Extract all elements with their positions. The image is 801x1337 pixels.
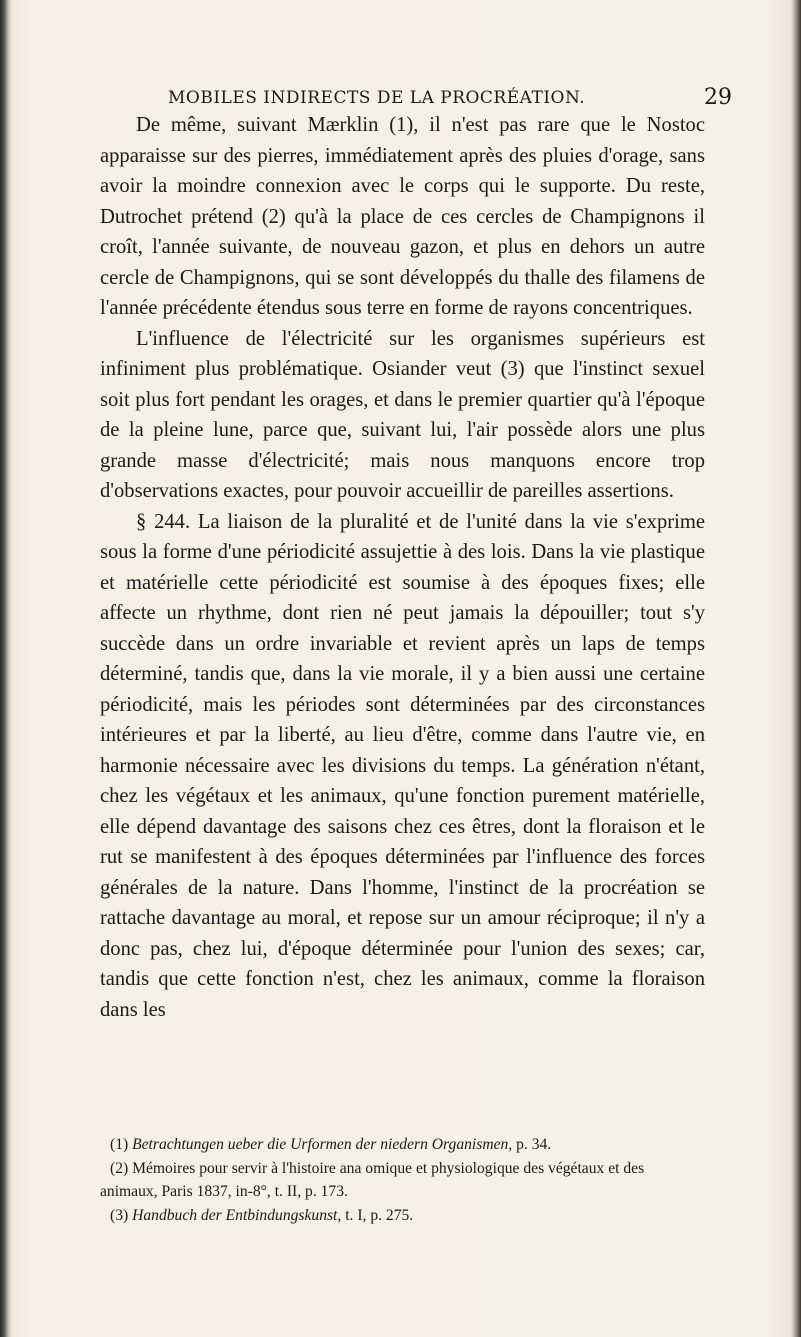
running-header: MOBILES INDIRECTS DE LA PROCRÉATION.	[168, 88, 586, 108]
page-edge-shadow	[791, 0, 801, 1337]
book-spine-shadow	[0, 0, 12, 1337]
paragraph-2: L'influence de l'électricité sur les organismes supérieurs est infiniment plus problématique. Osiander veut (3) que l'instinct sexuel soit plus fort pendant les orages, et dans le premier quartier qu'à l'époque de la pleine lune, parce que, suivant lui, l'air possède alors une plus grande masse d'électricité; mais nous manquons encore trop d'observations exactes, pour pouvoir accueillir de pareilles assertions.	[100, 327, 705, 502]
body-text	[100, 110, 705, 1025]
footnote-title: Handbuch der Entbindungskunst,	[132, 1206, 342, 1224]
footnote-marker: (1)	[110, 1136, 129, 1153]
footnote-marker: (2)	[110, 1159, 129, 1177]
footnote-title: Betrachtungen ueber die Urformen der niedern Organismen,	[132, 1136, 513, 1153]
footnotes	[100, 1133, 705, 1227]
paragraph-3: § 244. La liaison de la pluralité et de l'unité dans la vie s'exprime sous la forme d'une périodicité assujettie à des lois. Dans la vie plastique et matérielle cette périodicité est soumise à des époques fixes; elle affecte un rhythme, dont rien né peut jamais la dépouiller; tout s'y succède dans un ordre invariable et revient après un laps de temps déterminé, tandis que, dans la vie morale, il y a bien aussi une certaine périodicité, mais les périodes sont déterminées par des circonstances intérieures et par la liberté, au lieu d'être, comme dans l'autre vie, en harmonie nécessaire avec les divisions du temps. La génération n'étant, chez les végétaux et les animaux, qu'une fonction purement matérielle, elle dépend davantage des saisons chez ces êtres, dont la floraison et le rut se manifestent à des époques déterminées par l'influence des forces générales de la nature. Dans l'homme, l'instinct de la procréation se rattache davantage au moral, et repose sur un amour réciproque; il n'y a donc pas, chez lui, d'époque déterminée pour l'union des sexes; car, tandis que cette fonction n'est, chez les animaux, comme la floraison dans les	[100, 510, 705, 1021]
footnote-text: t. I, p. 275.	[341, 1206, 414, 1224]
footnote-text: p. 34.	[512, 1136, 552, 1153]
footnote-1	[100, 1133, 705, 1157]
paragraph-1: De même, suivant Mærklin (1), il n'est pas rare que le Nostoc apparaisse sur des pierres, immédiatement après des pluies d'orage, sans avoir la moindre connexion avec le corps qui le supporte. Du reste, Dutrochet prétend (2) qu'à la place de ces cercles de Champignons il croît, l'année suivante, de nouveau gazon, et plus en dehors un autre cercle de Champignons, qui se sont développés du thalle des filamens de l'année précédente étendus sous terre en forme de rayons concentriques.	[100, 114, 705, 319]
footnote-marker: (3)	[110, 1206, 129, 1224]
page-number: 29	[704, 85, 732, 110]
footnote-2	[100, 1157, 705, 1204]
footnote-text: Mémoires pour servir à l'histoire ana omique et physiologique des végétaux et des animaux, Paris 1837, in-8°, t. II, p. 173.	[100, 1159, 645, 1200]
footnote-3	[100, 1204, 705, 1228]
